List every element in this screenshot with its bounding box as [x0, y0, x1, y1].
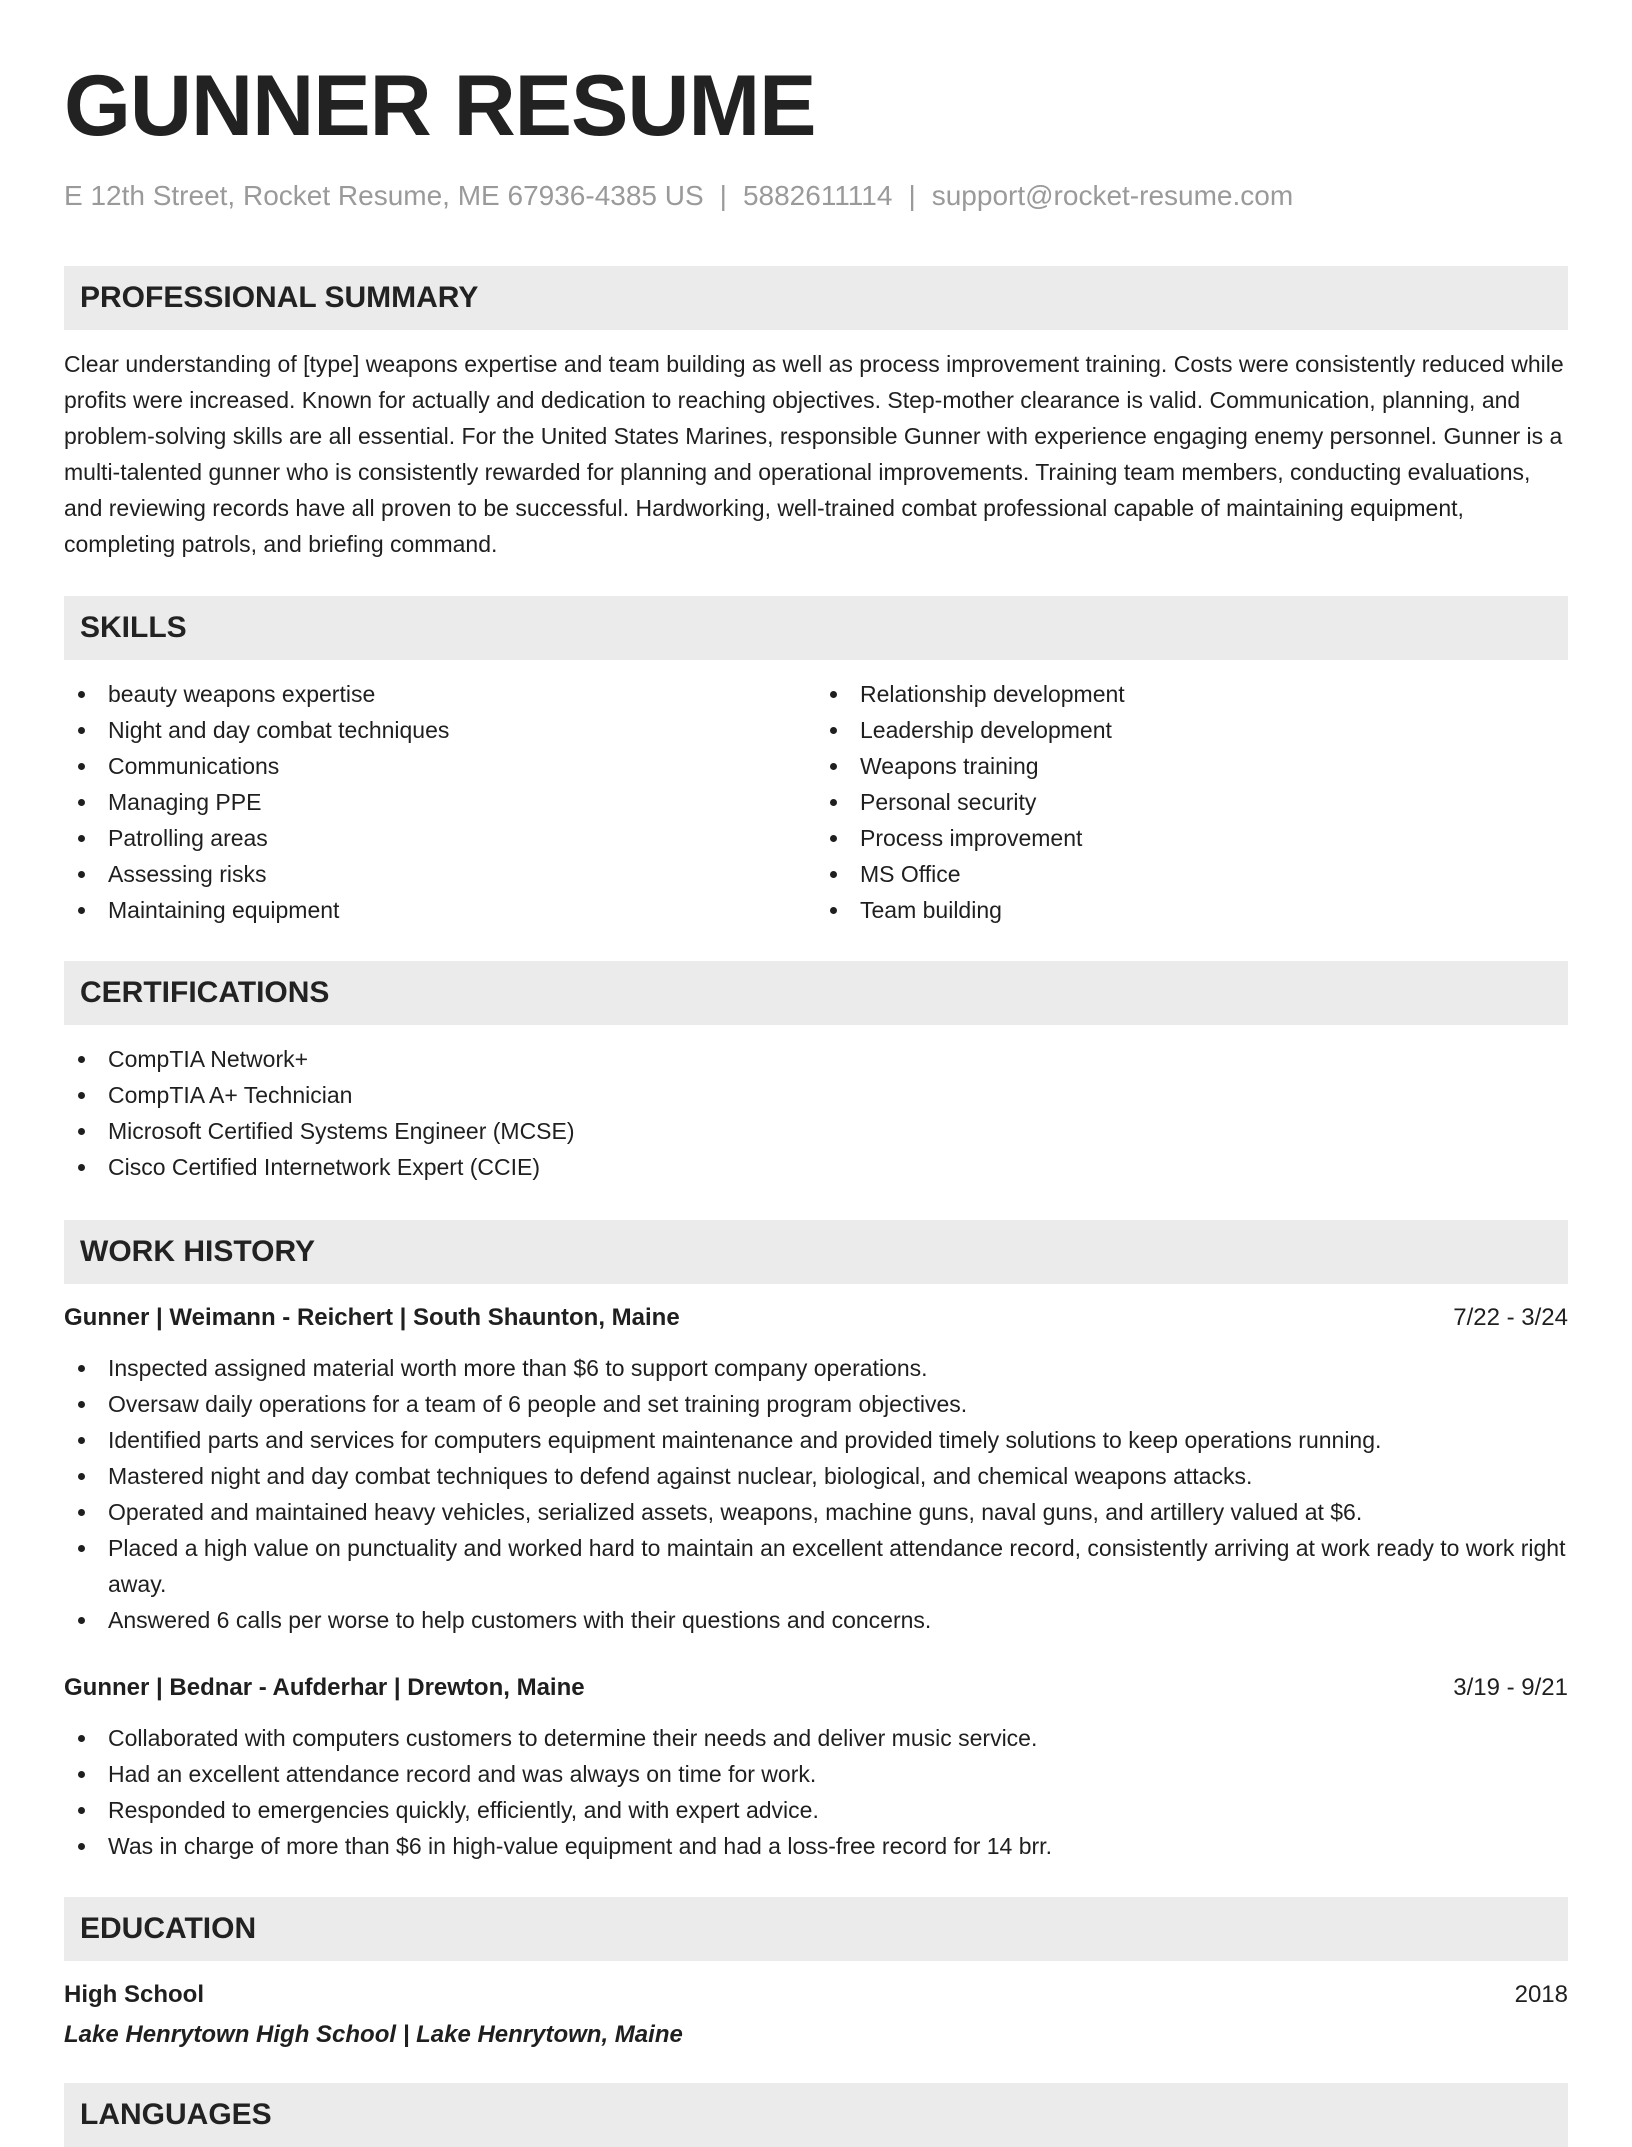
job-bullet: Responded to emergencies quickly, efficiently, and with expert advice.: [64, 1792, 1568, 1828]
job-bullets: [64, 1350, 1568, 1638]
job-dates: 3/19 - 9/21: [1453, 1674, 1568, 1701]
section-header-certifications: CERTIFICATIONS: [64, 961, 1568, 1025]
skill-item: Team building: [816, 892, 1568, 928]
skills-column-left: [64, 676, 816, 928]
job-heading-row: [64, 1302, 1568, 1334]
job-heading-row: [64, 1672, 1568, 1704]
resume-name: GUNNER RESUME: [64, 58, 816, 154]
job-bullet: Was in charge of more than $6 in high-value equipment and had a loss-free record for 14 brr.: [64, 1828, 1568, 1864]
skill-item: Patrolling areas: [64, 820, 816, 856]
education-degree: High School: [64, 1981, 204, 2008]
contact-line: [64, 178, 1568, 214]
certification-item: Cisco Certified Internetwork Expert (CCIE): [64, 1149, 1568, 1185]
certification-item: CompTIA Network+: [64, 1041, 1568, 1077]
contact-separator: |: [908, 180, 916, 211]
job-bullet: Mastered night and day combat techniques to defend against nuclear, biological, and chemical weapons attacks.: [64, 1458, 1568, 1494]
job-bullet: Operated and maintained heavy vehicles, serialized assets, weapons, machine guns, naval guns, and artillery valued at $6.: [64, 1494, 1568, 1530]
summary-text: Clear understanding of [type] weapons expertise and team building as well as process improvement training. Costs were consistently reduced while profits were increased. Known for actually and dedication to reaching objectives. Step-mother clearance is valid. Communication, planning, and problem-solving skills are all essential. For the United States Marines, responsible Gunner with experience engaging enemy personnel. Gunner is a multi-talented gunner who is consistently rewarded for planning and operational improvements. Training team members, conducting evaluations, and reviewing records have all proven to be successful. Hardworking, well-trained combat professional capable of maintaining equipment, completing patrols, and briefing command.: [64, 351, 1564, 557]
skill-item: Leadership development: [816, 712, 1568, 748]
skills-list: [64, 676, 1568, 928]
certification-item: Microsoft Certified Systems Engineer (MCSE): [64, 1113, 1568, 1149]
skill-item: Communications: [64, 748, 816, 784]
skill-item: Weapons training: [816, 748, 1568, 784]
job-bullet: Collaborated with computers customers to determine their needs and deliver music service.: [64, 1720, 1568, 1756]
education-year: 2018: [1514, 1981, 1568, 2008]
section-header-languages: LANGUAGES: [64, 2083, 1568, 2147]
certifications-list: [64, 1041, 1568, 1185]
contact-phone: 5882611114: [742, 180, 893, 211]
section-header-skills: SKILLS: [64, 596, 1568, 660]
skill-item: Assessing risks: [64, 856, 816, 892]
section-header-summary: PROFESSIONAL SUMMARY: [64, 266, 1568, 330]
education-row: [64, 1977, 1568, 2013]
job-bullet: Answered 6 calls per worse to help customers with their questions and concerns.: [64, 1602, 1568, 1638]
skill-item: Night and day combat techniques: [64, 712, 816, 748]
contact-address: E 12th Street, Rocket Resume, ME 67936-4385 US: [64, 180, 704, 211]
skill-item: Relationship development: [816, 676, 1568, 712]
skill-item: Personal security: [816, 784, 1568, 820]
section-header-education: EDUCATION: [64, 1897, 1568, 1961]
certification-item: CompTIA A+ Technician: [64, 1077, 1568, 1113]
skill-item: Process improvement: [816, 820, 1568, 856]
section-header-work-history: WORK HISTORY: [64, 1220, 1568, 1284]
skill-item: Managing PPE: [64, 784, 816, 820]
job-bullet: Inspected assigned material worth more than $6 to support company operations.: [64, 1350, 1568, 1386]
skill-item: beauty weapons expertise: [64, 676, 816, 712]
job-bullet: Oversaw daily operations for a team of 6 people and set training program objectives.: [64, 1386, 1568, 1422]
education-school: Lake Henrytown High School | Lake Henrytown, Maine: [64, 2021, 683, 2048]
job-title: Gunner | Bednar - Aufderhar | Drewton, Maine: [64, 1674, 585, 1701]
job-bullets: [64, 1720, 1568, 1864]
skill-item: MS Office: [816, 856, 1568, 892]
skills-column-right: [816, 676, 1568, 928]
job-bullet: Had an excellent attendance record and was always on time for work.: [64, 1756, 1568, 1792]
job-bullet: Identified parts and services for computers equipment maintenance and provided timely solutions to keep operations running.: [64, 1422, 1568, 1458]
job-title: Gunner | Weimann - Reichert | South Shaunton, Maine: [64, 1304, 680, 1331]
contact-email[interactable]: support@rocket-resume.com: [931, 180, 1294, 211]
job-dates: 7/22 - 3/24: [1453, 1304, 1568, 1331]
contact-separator: |: [719, 180, 727, 211]
skill-item: Maintaining equipment: [64, 892, 816, 928]
job-bullet: Placed a high value on punctuality and worked hard to maintain an excellent attendance record, consistently arriving at work ready to work right away.: [64, 1530, 1568, 1602]
